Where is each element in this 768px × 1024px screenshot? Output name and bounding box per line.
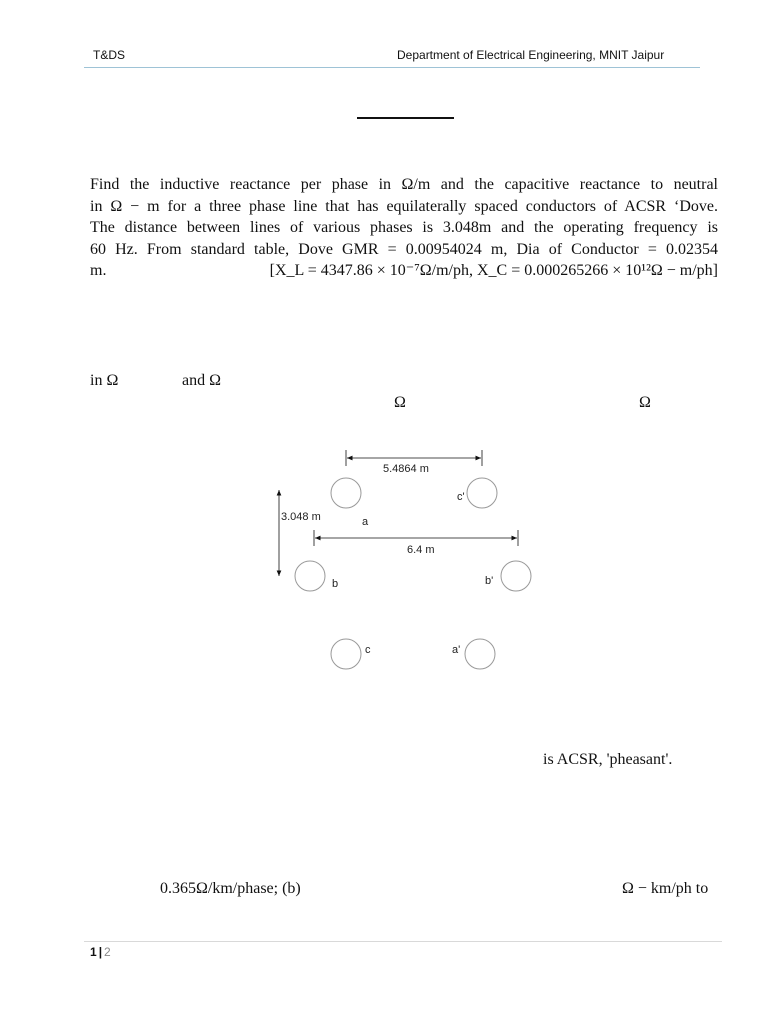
conductor-a — [331, 478, 361, 508]
conductor-c-prime — [467, 478, 497, 508]
header-divider — [84, 67, 700, 68]
problem-line: Find the inductive reactance per phase in Ω/m and the capacitive reactance to neutral — [90, 176, 718, 193]
label-a-prime: a' — [452, 644, 461, 656]
footer-divider — [84, 941, 722, 942]
label-c: c — [365, 644, 371, 656]
fragment-acsr-pheasant: is ACSR, 'pheasant'. — [543, 751, 673, 768]
conductor-b — [295, 561, 325, 591]
problem-answer: [X_L = 4347.86 × 10⁻⁷Ω/m/ph, X_C = 0.000265266 × 10¹²Ω − m/ph] — [269, 262, 718, 279]
label-c-prime: c' — [457, 491, 465, 503]
problem-line: The distance between lines of various phases is 3.048m and the operating frequency is — [90, 219, 718, 236]
label-b-prime: b' — [485, 575, 494, 587]
title-underline — [357, 117, 454, 119]
problem-line: 60 Hz. From standard table, Dove GMR = 0.00954024 m, Dia of Conductor = 0.02354 — [90, 240, 718, 258]
total-pages: 2 — [104, 945, 111, 959]
conductor-a-prime — [465, 639, 495, 669]
header-course-code: T&DS — [93, 48, 126, 62]
header-department: Department of Electrical Engineering, MNIT Jaipur — [397, 48, 665, 62]
fragment-answer-b: Ω − km/ph to — [622, 880, 709, 897]
problem-last-line — [90, 260, 718, 282]
dim-top-label: 5.4864 m — [383, 463, 429, 475]
dim-middle-label: 6.4 m — [407, 544, 435, 556]
label-a: a — [362, 516, 369, 528]
fragment-in-omega: in Ω — [90, 372, 119, 389]
fragment-and-omega: and Ω — [182, 372, 221, 389]
fragment-omega-2: Ω — [639, 394, 651, 411]
fragment-answer-a: 0.365Ω/km/phase; (b) — [160, 880, 301, 897]
conductor-diagram — [250, 440, 550, 690]
dim-vertical-label: 3.048 m — [281, 511, 321, 523]
label-b: b — [332, 578, 339, 590]
page-number — [90, 945, 111, 959]
problem-statement — [90, 174, 718, 282]
page-separator: | — [98, 945, 103, 959]
fragment-omega-1: Ω — [394, 394, 406, 411]
problem-last-left: m. — [90, 262, 107, 279]
current-page: 1 — [90, 945, 97, 959]
problem-line: in Ω − m for a three phase line that has equilaterally spaced conductors of ACSR ‘Dove. — [90, 197, 718, 215]
conductor-b-prime — [501, 561, 531, 591]
conductor-c — [331, 639, 361, 669]
